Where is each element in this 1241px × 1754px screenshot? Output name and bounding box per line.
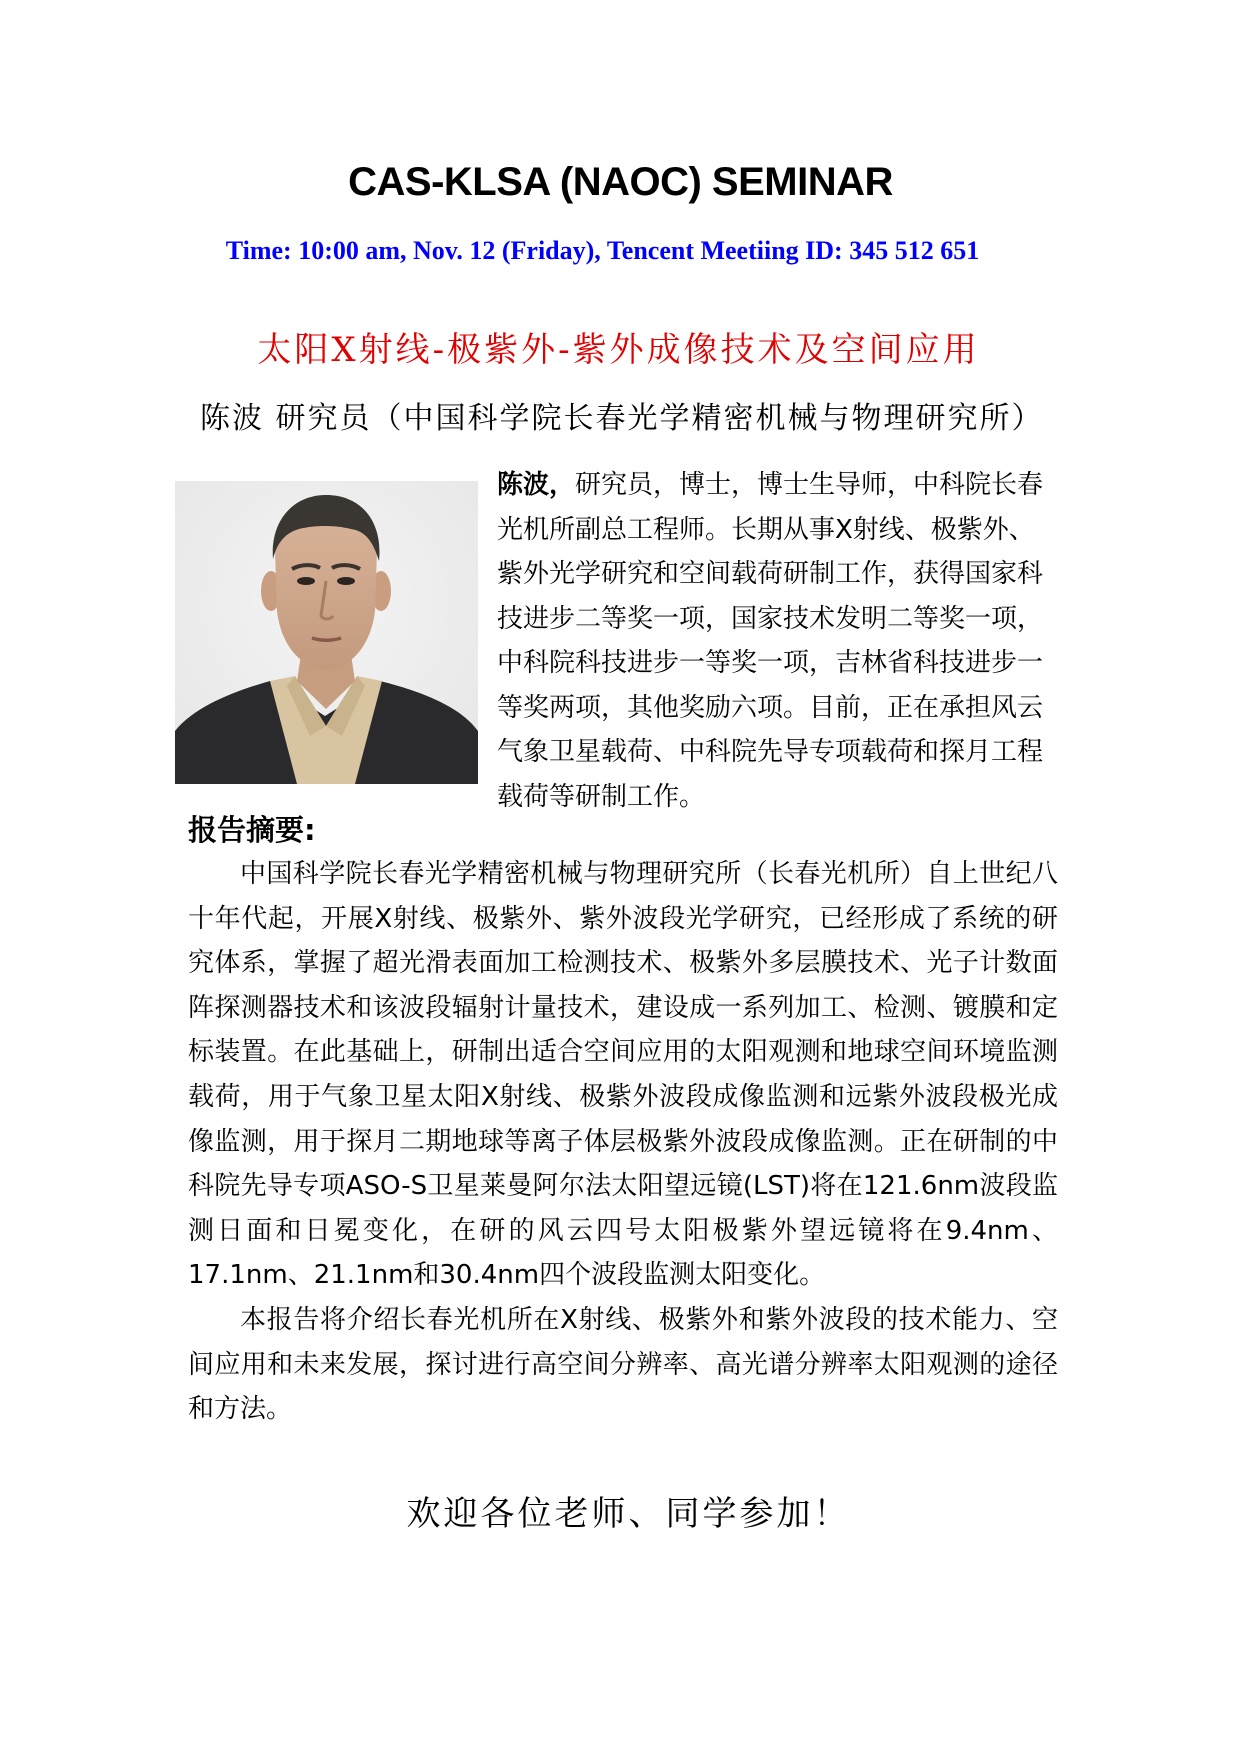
seminar-title: CAS-KLSA (NAOC) SEMINAR bbox=[348, 160, 893, 204]
abstract-paragraph: 中国科学院长春光学精密机械与物理研究所（长春光机所）自上世纪八十年代起，开展X射线、极紫外、紫外波段光学研究，已经形成了系统的研究体系，掌握了超光滑表面加工检测技术、极紫外多层膜技术、光子计数面阵探测器技术和该波段辐射计量技术，建设成一系列加工、检测、镀膜和定标装置。在此基础上，研制出适合空间应用的太阳观测和地球空间环境监测载荷，用于气象卫星太阳X射线、极紫外波段成像监测和远紫外波段极光成像监测，用于探月二期地球等离子体层极紫外波段成像监测。正在研制的中科院先导专项ASO-S卫星莱曼阿尔法太阳望远镜(LST)将在121.6nm波段监测日面和日冕变化，在研的风云四号太阳极紫外望远镜将在9.4nm、17.1nm、21.1nm和30.4nm四个波段监测太阳变化。 bbox=[188, 859, 1058, 1291]
speaker-affiliation: 陈波 研究员（中国科学院长春光学精密机械与物理研究所） bbox=[200, 401, 1044, 436]
speaker-name: 陈波， bbox=[497, 470, 576, 500]
speaker-bio bbox=[497, 463, 1057, 819]
talk-title: 太阳X射线-极紫外-紫外成像技术及空间应用 bbox=[257, 330, 980, 370]
speaker-portrait-image bbox=[175, 481, 478, 784]
speaker-photo bbox=[175, 481, 478, 784]
abstract-heading: 报告摘要: bbox=[188, 813, 316, 847]
speaker-bio-text: 研究员，博士，博士生导师，中科院长春光机所副总工程师。长期从事X射线、极紫外、紫外光学研究和空间载荷研制工作，获得国家科技进步二等奖一项，国家技术发明二等奖一项，中科院科技进步一等奖一项，吉林省科技进步一等奖两项，其他奖励六项。目前，正在承担风云气象卫星载荷、中科院先导专项载荷和探月工程载荷等研制工作。 bbox=[497, 470, 1044, 812]
abstract-paragraph: 本报告将介绍长春光机所在X射线、极紫外和紫外波段的技术能力、空间应用和未来发展，探讨进行高空间分辨率、高光谱分辨率太阳观测的途径和方法。 bbox=[188, 1304, 1058, 1425]
time-and-meeting-id: Time: 10:00 am, Nov. 12 (Friday), Tencent Meetiing ID: 345 512 651 bbox=[225, 236, 980, 265]
abstract-body bbox=[188, 852, 1058, 1432]
welcome-message: 欢迎各位老师、同学参加！ bbox=[406, 1494, 851, 1534]
